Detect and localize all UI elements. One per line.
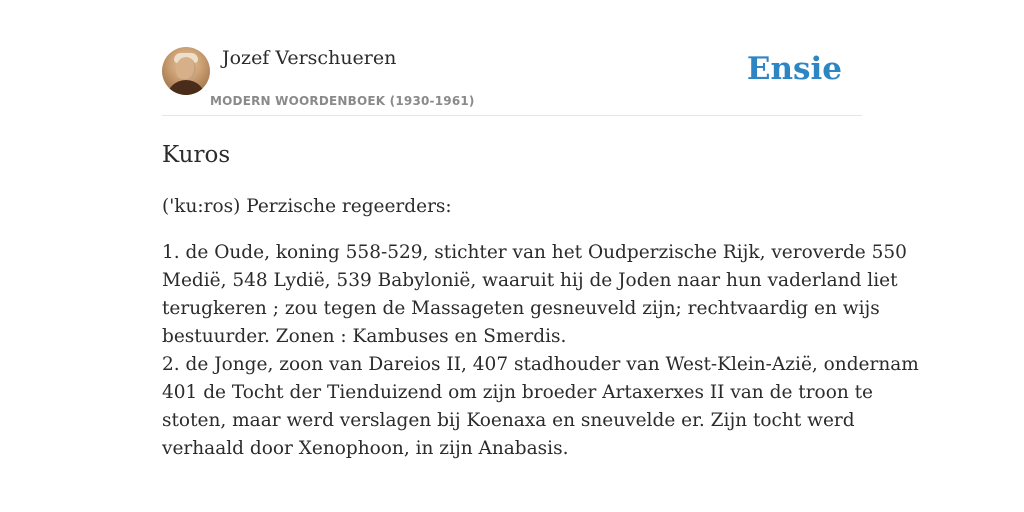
avatar-robe xyxy=(166,80,206,95)
definition-intro: ('ku:ros) Perzische regeerders: xyxy=(162,196,452,217)
definition-line: Medië, 548 Lydië, 539 Babylonië, waaruit hij de Joden naar hun vaderland liet xyxy=(162,270,898,291)
avatar-face xyxy=(176,57,196,81)
definition-line: bestuurder. Zonen : Kambuses en Smerdis. xyxy=(162,326,567,347)
definition-line: 1. de Oude, koning 558-529, stichter van het Oudperzische Rijk, veroverde 550 xyxy=(162,242,907,263)
definition-text xyxy=(162,239,919,463)
definition-body xyxy=(162,193,919,463)
definition-line: 401 de Tocht der Tienduizend om zijn broeder Artaxerxes II van de troon te xyxy=(162,382,874,403)
entry-header xyxy=(162,0,862,116)
page-title: Kuros xyxy=(162,142,231,168)
entry-card xyxy=(162,0,919,512)
author-name[interactable]: Jozef Verschueren xyxy=(222,47,397,69)
definition-line: 2. de Jonge, zoon van Dareios II, 407 stadhouder van West-Klein-Azië, ondernam xyxy=(162,354,919,375)
definition-line: terugkeren ; zou tegen de Massageten gesneuveld zijn; rechtvaardig en wijs xyxy=(162,298,880,319)
definition-line: verhaald door Xenophoon, in zijn Anabasis. xyxy=(162,438,569,459)
definition-line: stoten, maar werd verslagen bij Koenaxa en sneuvelde er. Zijn tocht werd xyxy=(162,410,855,431)
author-avatar[interactable] xyxy=(162,47,210,95)
source-label[interactable]: MODERN WOORDENBOEK (1930-1961) xyxy=(210,94,475,108)
site-logo[interactable]: Ensie xyxy=(746,51,842,87)
